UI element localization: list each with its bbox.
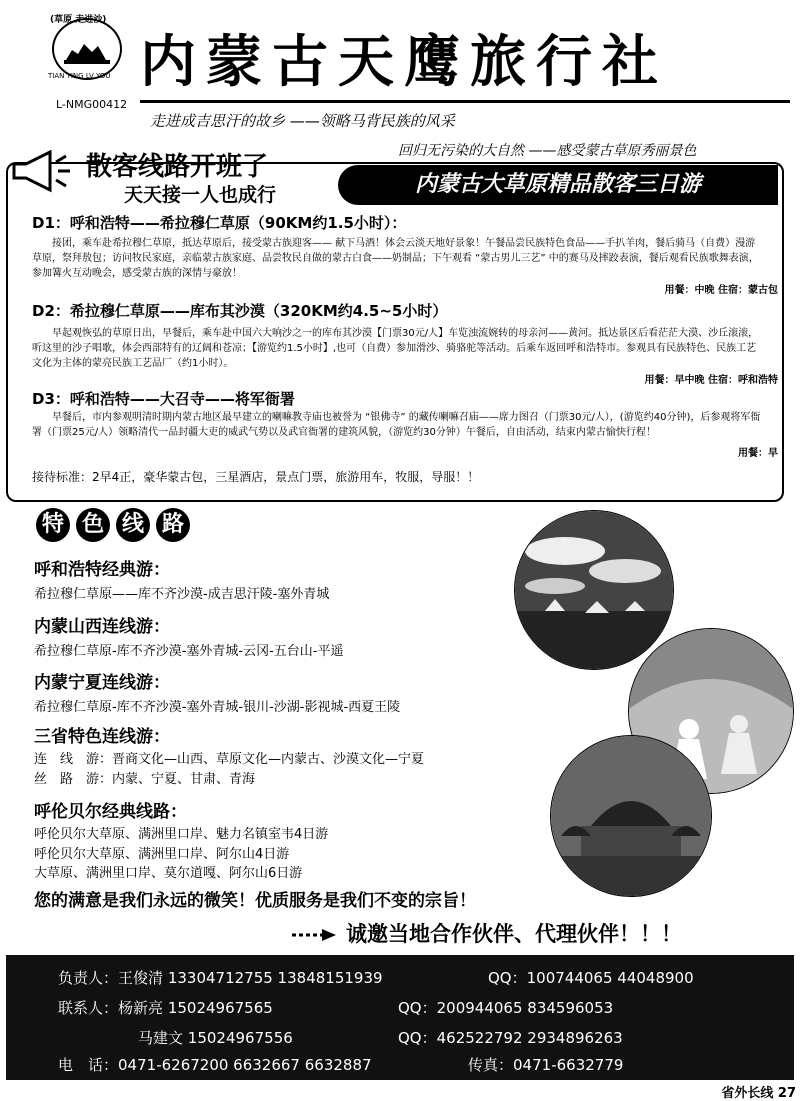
featured-routes-title: [36, 508, 196, 542]
contact-label: 负责人：: [58, 969, 119, 987]
day3-title: D3：呼和浩特——大召寺——将军衙署: [32, 390, 295, 408]
route-title: 三省特色连线游：: [34, 727, 170, 747]
tel-numbers: 0471-6267200 6632667 6632887: [118, 1056, 372, 1074]
route-detail: 丝 路 游：内蒙、宁夏、甘肃、青海: [34, 772, 256, 787]
featured-char: 线: [116, 508, 150, 542]
day3-meal: 用餐：早: [738, 448, 778, 459]
tour-banner: 内蒙古大草原精品散客三日游: [338, 165, 778, 205]
fax-number: 0471-6632779: [513, 1056, 624, 1074]
fax-row: [468, 1054, 623, 1075]
temple-photo: [550, 735, 712, 897]
header-divider: [140, 100, 790, 103]
logo-tag: (草原 走进沙): [50, 15, 107, 25]
day3-description: 早餐后，市内参观明清时期内蒙古地区最早建立的喇嘛教寺庙也被誉为 “银佛寺” 的藏传喇嘛召庙——席力图召（门票30元/人），(游览约40分钟)，后参观将军衙署（门票25元/人）领略清代一品封疆大吏的威武气势以及武官衙署的建筑风貌，（游览约30分钟）午餐后，自由活动，结束内蒙古愉快行程！: [32, 412, 761, 438]
route-title: 呼和浩特经典游：: [34, 560, 170, 580]
route-detail: 呼伦贝尔大草原、满洲里口岸、魅力名镇室韦4日游: [34, 827, 329, 842]
qq-number: 100744065 44048900: [526, 969, 694, 987]
featured-char: 特: [36, 508, 70, 542]
scatter-title: 散客线路开班了: [86, 152, 269, 182]
day1-meal: 用餐：中晚 住宿：蒙古包: [664, 285, 778, 296]
megaphone-icon: [10, 146, 72, 196]
qq-number: 200944065 834596053: [436, 999, 614, 1017]
contact-phones: 13304712755 13848151939: [167, 969, 383, 987]
day2-meal: 用餐：早中晚 住宿：呼和浩特: [644, 375, 778, 386]
route-title: 呼伦贝尔经典线路：: [34, 802, 187, 822]
logo-subtitle: TIAN YING LV YOU: [48, 72, 111, 80]
route-detail: 希拉穆仁草原-库不齐沙漠-塞外青城-云冈-五台山-平遥: [34, 644, 344, 659]
company-name: 内蒙古天鹰旅行社: [140, 30, 668, 95]
route-title: 内蒙宁夏连线游：: [34, 673, 170, 693]
fax-label: 传真：: [468, 1056, 514, 1074]
logo: [44, 12, 128, 98]
license-number: L-NMG00412: [56, 98, 128, 111]
contact-qq: [488, 967, 694, 988]
route-title: 内蒙山西连线游：: [34, 617, 170, 637]
day1-title: D1：呼和浩特——希拉穆仁草原（90KM约1.5小时）：: [32, 214, 407, 232]
qq-label: QQ：: [398, 999, 437, 1017]
page-footer: 省外长线 27: [721, 1086, 796, 1101]
logo-emblem: [52, 18, 122, 80]
contact-qq: [398, 1027, 623, 1048]
featured-char: 色: [76, 508, 110, 542]
contact-row: [58, 967, 383, 988]
camel-icon: [54, 20, 120, 78]
route-detail: 呼伦贝尔大草原、满洲里口岸、阿尔山4日游: [34, 847, 290, 862]
qq-label: QQ：: [398, 1029, 437, 1047]
grassland-photo: [514, 510, 674, 670]
contact-phones: 15024967556: [187, 1029, 293, 1047]
service-motto: 您的满意是我们永远的微笑！优质服务是我们不变的宗旨！: [34, 891, 476, 911]
slogan-secondary: 回归无污染的大自然 ——感受蒙古草原秀丽景色: [398, 143, 697, 159]
contact-phones: 15024967565: [167, 999, 273, 1017]
day2-title: D2：希拉穆仁草原——库布其沙漠（320KM约4.5~5小时）: [32, 302, 448, 320]
telephone-row: [58, 1054, 372, 1075]
contact-row: [138, 1027, 293, 1048]
partner-invite: 诚邀当地合作伙伴、代理伙伴！！！: [346, 922, 682, 946]
contact-name: 马建文: [138, 1029, 184, 1047]
contact-label: 联系人：: [58, 999, 119, 1017]
route-detail: 连 线 游：晋商文化—山西、草原文化—内蒙古、沙漠文化—宁夏: [34, 752, 425, 767]
contact-name: 王俊清: [118, 969, 164, 987]
qq-number: 462522792 2934896263: [436, 1029, 623, 1047]
featured-char: 路: [156, 508, 190, 542]
route-detail: 希拉穆仁草原——库不齐沙漠-成吉思汗陵-塞外青城: [34, 587, 330, 602]
contact-name: 杨新亮: [118, 999, 164, 1017]
scatter-subtitle: 天天接一人也成行: [124, 184, 277, 206]
route-detail: 希拉穆仁草原-库不齐沙漠-塞外青城-银川-沙湖-影视城-西夏王陵: [34, 700, 401, 715]
route-detail: 大草原、满洲里口岸、莫尔道嘎、阿尔山6日游: [34, 866, 303, 881]
contact-row: [58, 997, 273, 1018]
contact-qq: [398, 997, 613, 1018]
service-standard: 接待标准：2早4正，豪华蒙古包，三星酒店，景点门票，旅游用车，牧服，导服！！: [32, 470, 480, 484]
slogan-primary: 走进成吉思汗的故乡 ——领略马背民族的风采: [150, 112, 455, 130]
contact-footer: [6, 955, 794, 1080]
day2-description: 早起观恢弘的草原日出，早餐后，乘车赴中国六大响沙之一的库布其沙漠【门票30元/人】车览浊流婉转的母亲河——黄河。抵达景区后看茫茫大漠、沙丘滚滚，听这里的沙子唱歌，体会西部特有的辽阔和苍凉；【游览约1.5小时】,也可（自费）参加滑沙、骑骆驼等活动。后乘车返回呼和浩特市。参观具有民族特色、民族工艺文化为主体的蒙亮民族工艺品厂（约1小时）。: [32, 328, 759, 369]
tel-label: 电 话：: [58, 1056, 119, 1074]
day1-description: 接团，乘车赴希拉穆仁草原，抵达草原后，接受蒙古族迎客—— 献下马酒！体会云淡天地好景象！午餐品尝民族特色食品——手扒羊肉，餐后骑马（自费）漫游草原，祭拜敖包；访问牧民家庭，亲临蒙古族家庭、品尝牧民自做的蒙古白食——奶制品；下午观看 “蒙古男儿三艺” 中的赛马及摔跤表演，餐后观看民族歌舞表演，参加篝火互动晚会，感受蒙古族的深情与豪放！: [32, 238, 759, 279]
qq-label: QQ：: [488, 969, 527, 987]
arrow-right-icon: [292, 928, 338, 942]
